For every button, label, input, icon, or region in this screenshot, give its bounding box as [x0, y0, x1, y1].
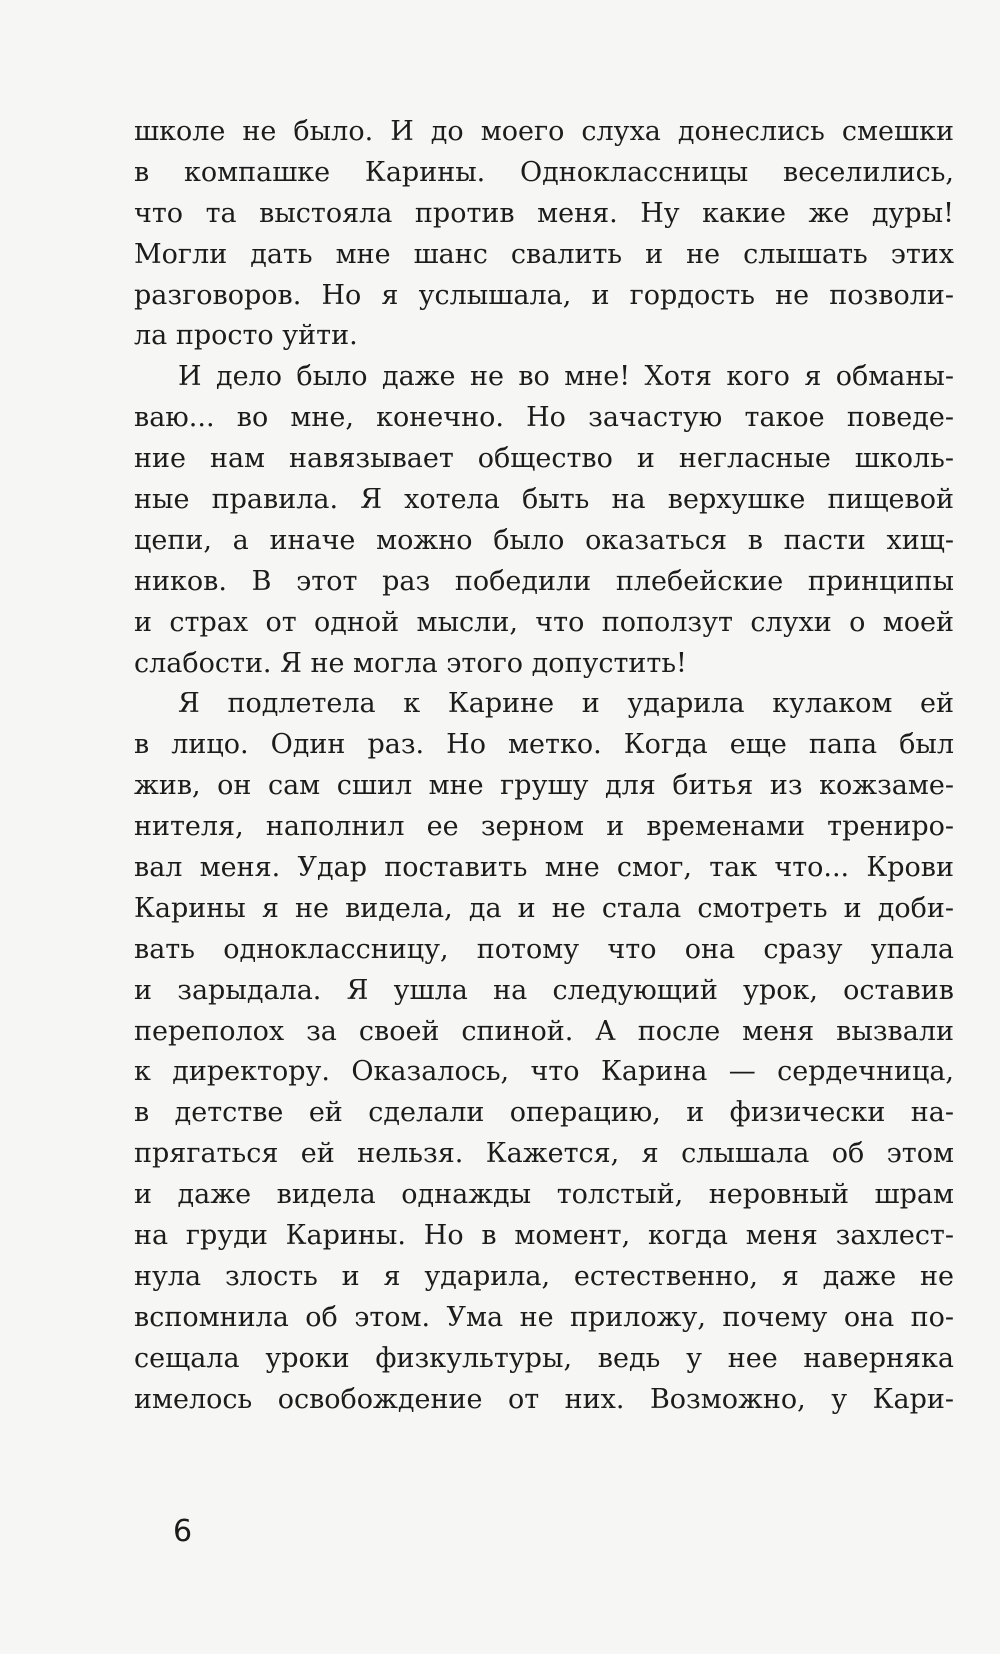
text-line: Могли дать мне шанс свалить и не слышать этих: [134, 238, 954, 270]
text-line: школе не было. И до моего слуха донеслись смешки: [134, 116, 954, 147]
text-line: сещала уроки физкультуры, ведь у нее наверняка: [134, 1342, 954, 1374]
text-line: ваю... во мне, конечно. Но зачастую такое поведе-: [134, 402, 954, 434]
text-line: в компашке Карины. Одноклассницы веселились,: [134, 156, 954, 188]
text-line: вспомнила об этом. Ума не приложу, почему она по-: [134, 1301, 954, 1333]
text-line: слабости. Я не могла этого допустить!: [134, 647, 687, 679]
text-line: переполох за своей спиной. А после меня вызвали: [134, 1015, 954, 1047]
text-line: Карины я не видела, да и не стала смотреть и доби-: [134, 892, 954, 924]
paragraph: [134, 112, 954, 357]
text-line: цепи, а иначе можно было оказаться в пасти хищ-: [134, 524, 954, 556]
body-text: [134, 112, 954, 1421]
text-line: на груди Карины. Но в момент, когда меня захлест-: [134, 1220, 954, 1252]
text-line: и страх от одной мысли, что поползут слухи о моей: [134, 606, 954, 638]
text-line: что та выстояла против меня. Ну какие же дуры!: [134, 197, 954, 229]
text-line: имелось освобождение от них. Возможно, у Кари-: [134, 1383, 954, 1415]
text-line: разговоров. Но я услышала, и гордость не позволи-: [134, 279, 954, 311]
paragraph: [134, 684, 954, 1420]
text-line: жив, он сам сшил мне грушу для битья из кожзаме-: [134, 770, 954, 802]
text-line: Я подлетела к Карине и ударила кулаком ей: [178, 688, 954, 720]
text-line: ла просто уйти.: [134, 320, 358, 352]
text-line: прягаться ей нельзя. Кажется, я слышала об этом: [134, 1138, 954, 1170]
text-line: в детстве ей сделали операцию, и физически на-: [134, 1097, 954, 1129]
text-line: нула злость и я ударила, естественно, я даже не: [134, 1260, 954, 1292]
text-line: вать одноклассницу, потому что она сразу упала: [134, 933, 954, 965]
page-number: 6: [173, 1514, 193, 1549]
text-line: нителя, наполнил ее зерном и временами трениро-: [134, 811, 954, 843]
paragraph: [134, 357, 954, 684]
text-line: ние нам навязывает общество и негласные школь-: [134, 443, 954, 475]
text-line: вал меня. Удар поставить мне смог, так что... Крови: [134, 852, 954, 884]
text-line: к директору. Оказалось, что Карина — сердечница,: [134, 1056, 954, 1088]
text-line: И дело было даже не во мне! Хотя кого я обманы-: [178, 361, 954, 393]
text-line: ные правила. Я хотела быть на верхушке пищевой: [134, 484, 954, 516]
text-line: в лицо. Один раз. Но метко. Когда еще папа был: [134, 729, 954, 761]
text-line: ников. В этот раз победили плебейские принципы: [134, 565, 954, 597]
text-line: и зарыдала. Я ушла на следующий урок, оставив: [134, 974, 954, 1006]
text-line: и даже видела однажды толстый, неровный шрам: [134, 1179, 954, 1211]
